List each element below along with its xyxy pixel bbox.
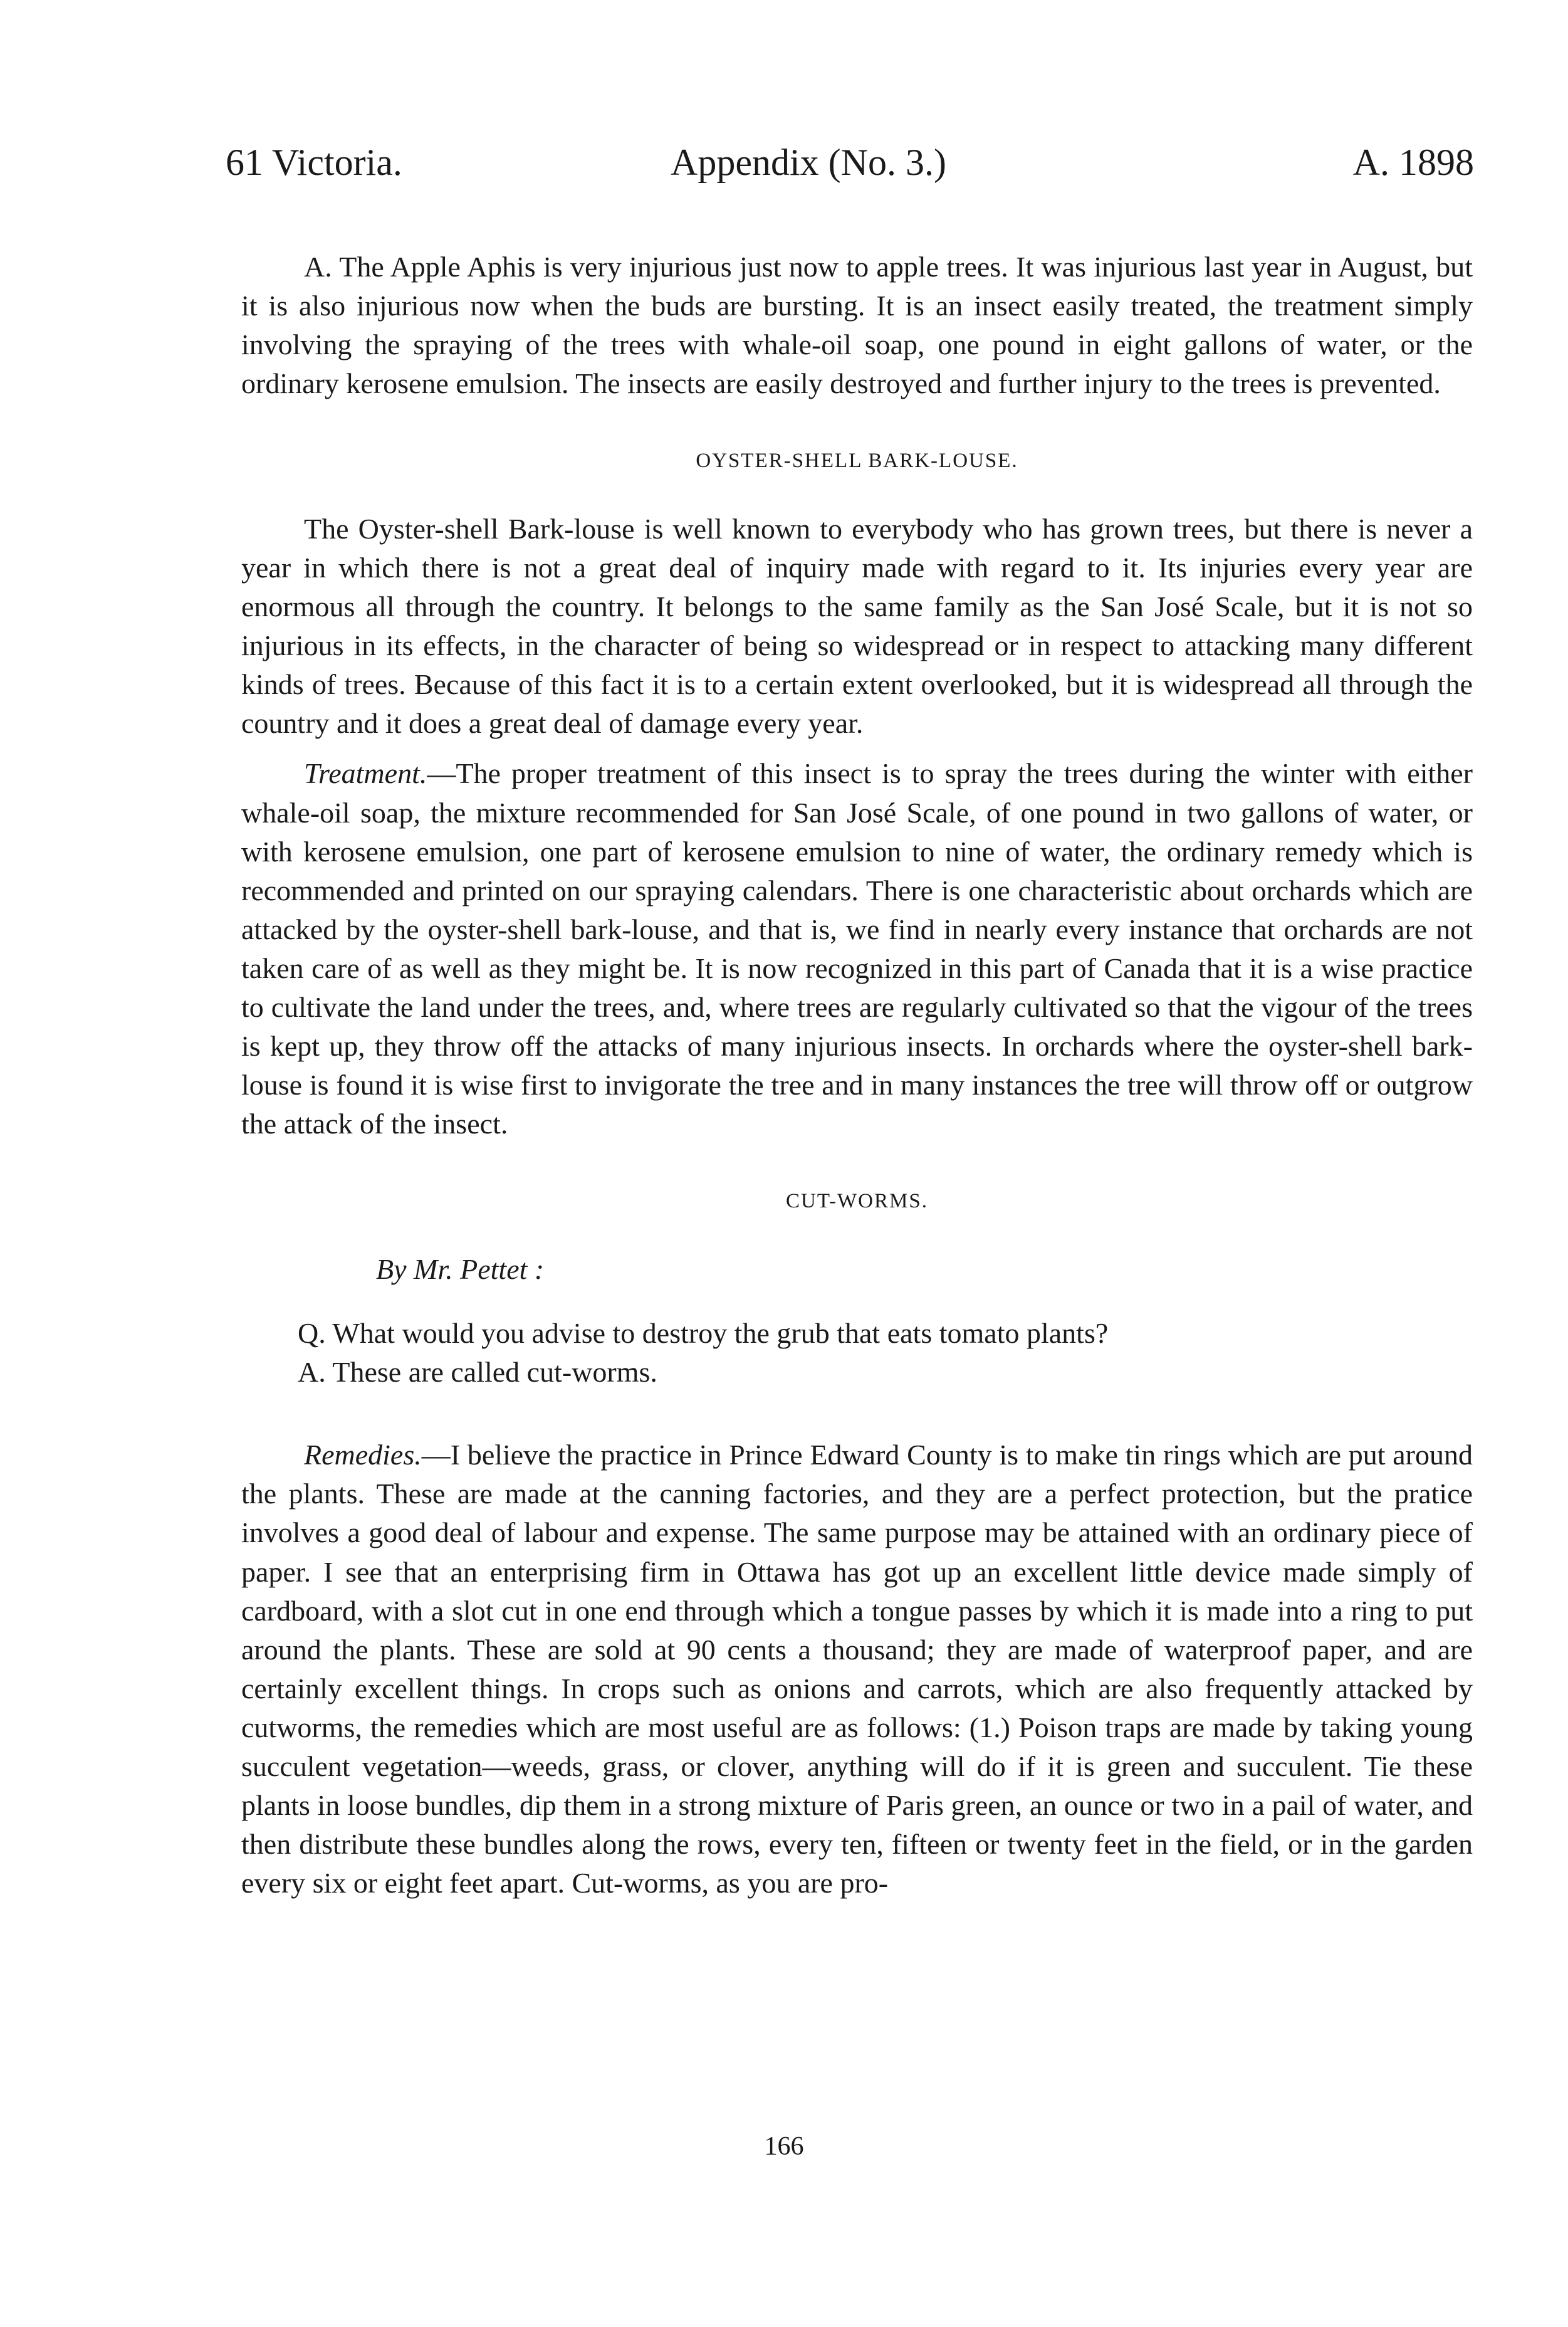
paragraph-apple-aphis: A. The Apple Aphis is very injurious just now to apple trees. It was injurious last year in August, but it is also injurious now when the buds are bursting. It is an insect easily treated, the treatment simply involving the spraying of the trees with whale-oil soap, one pound in eight gallons of water, or the ordinary kerosene emulsion. The insects are easily destroyed and further injury to the trees is prevented. <box>241 251 1473 400</box>
header-appendix: Appendix (No. 3.) <box>671 142 946 183</box>
header-session: 61 Victoria. <box>226 142 402 183</box>
section-heading-cut-worms: CUT-WORMS. <box>786 1190 928 1213</box>
running-header <box>226 141 1474 197</box>
paragraph-remedies <box>241 1436 1473 1903</box>
page-number: 166 <box>764 2132 804 2161</box>
question-line: Q. What would you advise to destroy the grub that eats tomato plants? <box>298 1317 1109 1350</box>
answer-line: A. These are called cut-worms. <box>298 1356 657 1389</box>
treatment-body: —The proper treatment of this insect is to spray the trees during the winter with either whale-oil soap, the mixture recommended for San José Scale, of one pound in two gallons of water, or with kerosene emulsion, one part of kerosene emulsion to nine of water, the ordinary remedy which is recommended and printed on our spraying calendars. There is one characteristic about orchards which are attacked by the oyster-shell bark-louse, and that is, we find in nearly every instance that orchards are not taken care of as well as they might be. It is now recognized in this part of Canada that it is a wise practice to cultivate the land under the trees, and, where trees are regularly cultivated so that the vigour of the trees is kept up, they throw off the attacks of many injurious insects. In orchards where the oyster-shell bark-louse is found it is wise first to invigorate the tree and in many instances the tree will throw off or outgrow the attack of the insect. <box>241 757 1473 1140</box>
header-year: A. 1898 <box>1352 142 1474 183</box>
paragraph-oyster-intro: The Oyster-shell Bark-louse is well known to everybody who has grown trees, but there is never a year in which there is not a great deal of inquiry made with regard to it. Its injuries every year are enormous all through the country. It belongs to the same family as the San José Scale, but it is not so injurious in its effects, in the character of being so widespread or in respect to attacking many different kinds of trees. Because of this fact it is to a certain extent overlooked, but it is widespread all through the country and it does a great deal of damage every year. <box>241 512 1473 740</box>
body-text <box>241 248 1473 1940</box>
treatment-lead: Treatment. <box>304 757 427 790</box>
remedies-body: —I believe the practice in Prince Edward County is to make tin rings which are put around the plants. These are made at the canning factories, and they are a perfect protection, but the pratice involves a good deal of labour and expense. The same purpose may be attained with an ordinary piece of paper. I see that an enterprising firm in Ottawa has got up an excellent little device made simply of cardboard, with a slot cut in one end through which a tongue passes by which it is made into a ring to put around the plants. These are sold at 90 cents a thousand; they are made of waterproof paper, and are certainly excellent things. In crops such as onions and carrots, which are also frequently attacked by cutworms, the remedies which are most useful are as follows: (1.) Poison traps are made by taking young succulent vegetation—weeds, grass, or clover, anything will do if it is green and succulent. Tie these plants in loose bundles, dip them in a strong mixture of Paris green, an ounce or two in a pail of water, and then distribute these bundles along the rows, every ten, fifteen or twenty feet in the field, or in the garden every six or eight feet apart. Cut-worms, as you are pro- <box>241 1439 1473 1899</box>
speaker-byline: By Mr. Pettet : <box>376 1253 545 1285</box>
question-answer <box>241 1314 1473 1392</box>
section-heading-oyster-shell: OYSTER-SHELL BARK-LOUSE. <box>696 449 1018 473</box>
paragraph-treatment <box>241 754 1473 1143</box>
remedies-lead: Remedies. <box>304 1439 422 1471</box>
